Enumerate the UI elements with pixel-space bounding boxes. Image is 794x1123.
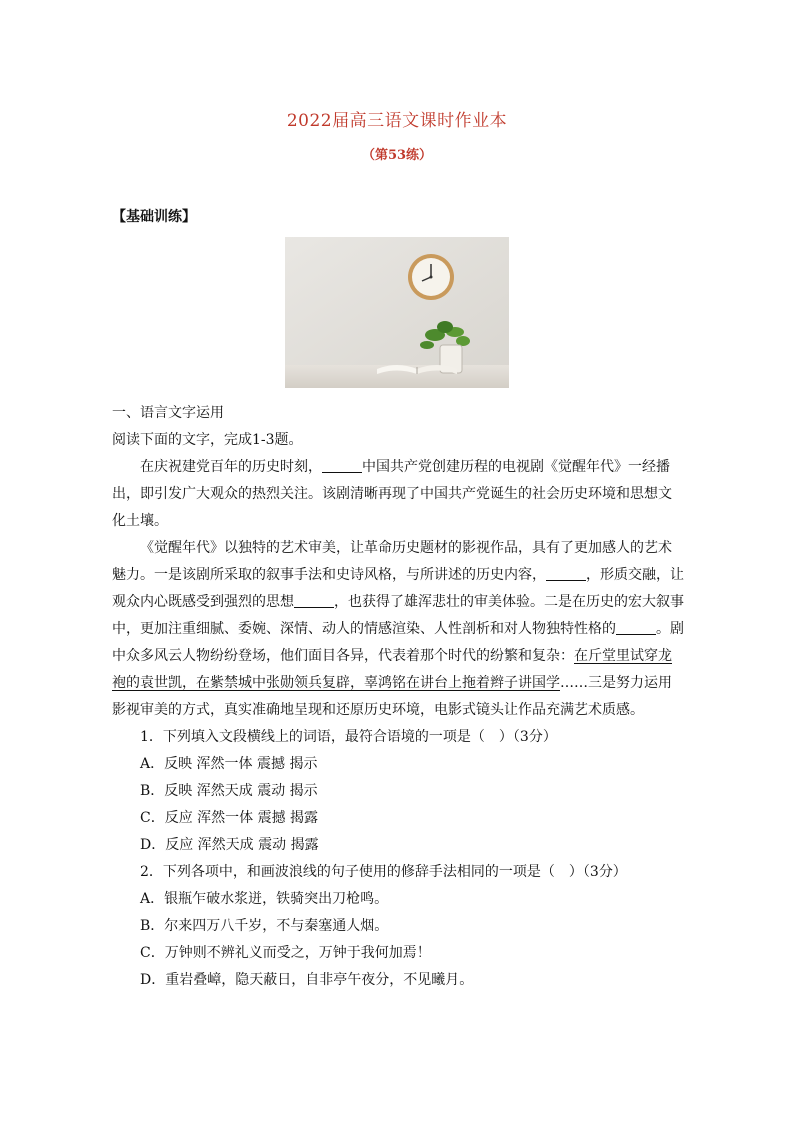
question-2-option-a: A．银瓶乍破水浆迸，铁骑突出刀枪鸣。 [140,891,389,907]
decorative-photo [285,237,509,388]
section-label: 【基础训练】 [112,209,196,225]
passage-paragraph-2 [112,535,684,724]
passage-text: ，形质交融，让观众内心既感受到强烈的思想 [112,567,684,610]
passage-text: ，也获得了雄浑悲壮的审美体验。二是在历史的宏大叙事中，更加注重细腻、委婉、深情、动人的情感渲染、人性剖析和对人物独特性格的 [112,594,684,637]
question-2-option-d: D．重岩叠嶂，隐天蔽日，自非亭午夜分，不见曦月。 [140,972,474,988]
question-1-option-a: A．反映 浑然一体 震撼 揭示 [140,756,318,772]
wavy-underlined-sentence: 在斤堂里试穿龙袍的袁世凯，在紫禁城中张勋领兵复辟，辜鸿铭在讲台上拖着辫子讲国学 [112,648,672,691]
question-1-option-d: D．反应 浑然天成 震动 揭露 [140,837,319,853]
content-body [112,400,684,994]
passage-text: ……三是努力运用影视审美的方式，真实准确地呈现和还原历史环境，电影式镜头让作品充满艺术质感。 [112,675,672,718]
passage-text: 在庆祝建党百年的历史时刻， [140,459,322,475]
document-subtitle: （第53练） [361,148,433,163]
fill-blank [294,593,334,608]
question-1-option-c: C．反应 浑然一体 震撼 揭露 [140,810,319,826]
clock-icon [408,254,454,300]
question-1-option-b: B．反映 浑然天成 震动 揭示 [140,783,318,799]
clock-plant-illustration [285,237,509,388]
part-heading: 一、语言文字运用 [112,405,224,421]
fill-blank [546,566,586,581]
passage-text: 《觉醒年代》以独特的艺术审美，让革命历史题材的影视作品，具有了更加感人的艺术魅力。一是该剧所采取的叙事手法和史诗风格，与所讲述的历史内容， [112,540,672,583]
question-2-option-c: C．万钟则不辨礼义而受之，万钟于我何加焉！ [140,945,431,961]
question-2-option-b: B．尔来四万八千岁，不与秦塞通人烟。 [140,918,389,934]
passage-text: 。剧中众多风云人物纷纷登场，他们面目各异，代表着那个时代的纷繁和复杂： [112,621,684,664]
fill-blank [322,458,362,473]
question-2-stem: 2．下列各项中，和画波浪线的句子使用的修辞手法相同的一项是（ ）（3分） [140,864,627,880]
question-1-stem: 1．下列填入文段横线上的词语，最符合语境的一项是（ ）（3分） [140,729,557,745]
document-title: 2022届高三语文课时作业本 [286,111,508,131]
instruction: 阅读下面的文字，完成1-3题。 [112,432,303,448]
fill-blank [616,620,656,635]
passage-paragraph-1 [112,454,684,535]
passage-text: 中国共产党创建历程的电视剧《觉醒年代》一经播出，即引发广大观众的热烈关注。该剧清晰再现了中国共产党诞生的社会历史环境和思想文化土壤。 [112,459,672,529]
